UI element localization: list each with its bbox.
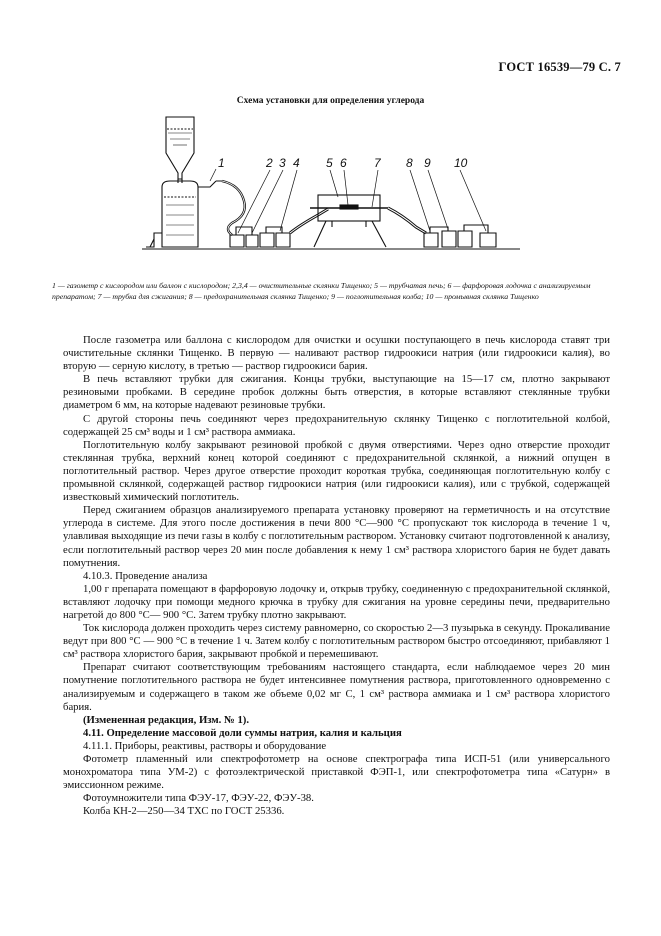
section-heading: 4.10.3. Проведение анализа [83,569,208,582]
paragraph: После газометра или баллона с кислородом для очистки и осушки поступающего в печь кислорода ставят три очистительные склянки Тищенко. В первую — наливают раствор гидроокиси натрия (или гидроокиси калия), во вторую — серную кислоту, в третью — раствор гидроокиси бария. [63,334,610,373]
diagram-label-2: 2 [266,156,273,170]
paragraph: В печь вставляют трубки для сжигания. Концы трубки, выступающие на 15—17 см, плотно закрывают резиновыми пробками. В середине пробок должны быть отверстия, в которые вставляют стеклянные трубки диаметром 6 мм, на которые надевают резиновые трубки. [63,373,610,412]
section-heading: 4.11. Определение массовой доли суммы натрия, калия и кальция [83,726,402,739]
paragraph: Поглотительную колбу закрывают резиновой пробкой с двумя отверстиями. Через одно отверстие проходит стеклянная трубка, верхний конец которой соединяют с предохранительной склянкой, а нижний опущен в поглотительный раствор. Через другое отверстие проходит короткая трубка, соединяющая поглотительную колбу с промывной склянкой, содержащей раствор гидроокиси натрия (или гидроокиси калия), или с трубкой, содержащей известковый химический поглотитель. [63,438,610,504]
diagram-label-5: 5 [326,156,333,170]
diagram-label-9: 9 [424,156,431,170]
paragraph: Колба КН-2—250—34 ТХС по ГОСТ 25336. [83,805,285,818]
section-heading: 4.11.1. Приборы, реактивы, растворы и оборудование [83,739,327,752]
paragraph: Препарат считают соответствующим требованиям настоящего стандарта, если наблюдаемое через 20 мин помутнение поглотительного раствора не будет интенсивнее помутнения раствора, приготовленного одновременно с анализируемым и содержащего в таком же объеме 0,02 мг С, 1 см³ раствора аммиака и 1 см³ раствора хлористого бария. [63,661,610,713]
paragraph: Перед сжиганием образцов анализируемого препарата установку проверяют на герметичность и на отсутствие углерода в системе. Для этого после достижения в печи 800 °С—900 °С пропускают ток кислорода в течение 1 ч, улавливая выходящие из печи газы в колбу с поглотительным раствором. Установку считают подготовленной к анализу, если поглотительный раствор через 20 мин после добавления к нему 1 см³ раствора хлористого бария не будет давать помутнения. [63,504,610,569]
figure-title: Схема установки для определения углерода [236,96,425,106]
document-body [63,334,610,818]
page-header: ГОСТ 16539—79 С. 7 [498,60,621,74]
paragraph: Фотоумножители типа ФЭУ-17, ФЭУ-22, ФЭУ-38. [83,792,314,805]
diagram-label-7: 7 [374,156,381,170]
leader-1 [210,169,216,181]
diagram-label-8: 8 [406,156,413,170]
diagram-label-6: 6 [340,156,347,170]
paragraph: Ток кислорода должен проходить через систему равномерно, со скоростью 2—3 пузырька в секунду. Прокаливание ведут при 800 °С — 900 °С в течение 1 ч. Затем колбу с поглотительным раствором быстро отсоединяют, прибавляют 1 см³ раствора хлористого бария, закрывают пробкой и перемешивают. [63,622,610,661]
diagram-label-3: 3 [279,156,286,170]
apparatus-diagram [140,115,520,270]
gasometer [146,117,222,247]
paragraph: 1,00 г препарата помещают в фарфоровую лодочку и, открыв трубку, соединенную с предохранительной склянкой, вставляют лодочку при помощи медного крючка в трубку для сжигания на уровне середины печи, предварительно нагретой до 800 °С— 900 °С. Затем трубку плотно закрывают. [63,582,610,621]
diagram-label-1: 1 [218,156,225,170]
amendment-note: (Измененная редакция, Изм. № 1). [83,713,250,726]
purifying-bottles [230,227,290,247]
paragraph: Фотометр пламенный или спектрофотометр на основе спектрографа типа ИСП-51 (или универсального монохроматора типа УМ-2) с фотоэлектрической приставкой ФЭП-1, или спектрофотометра типа «Сатурн» в эмиссионном режиме. [63,753,610,792]
diagram-label-10: 10 [454,156,468,170]
tube-furnace [310,195,388,247]
paragraph: С другой стороны печь соединяют через предохранительную склянку Тищенко с поглотительной колбой, содержащей 25 см³ воды и 1 см³ раствора аммиака. [63,412,610,438]
figure-caption: 1 — газометр с кислородом или баллон с кислородом; 2,3,4 — очистительные склянки Тищенко; 5 — трубчатая печь; 6 — фарфоровая лодочка с анализируемым препаратом; 7 — трубка для сжигания; 8 — предохранительная склянка Тищенко; 9 — поглотительная колба; 10 — промывная склянка Тищенко [52,281,591,301]
diagram-label-4: 4 [293,156,300,170]
